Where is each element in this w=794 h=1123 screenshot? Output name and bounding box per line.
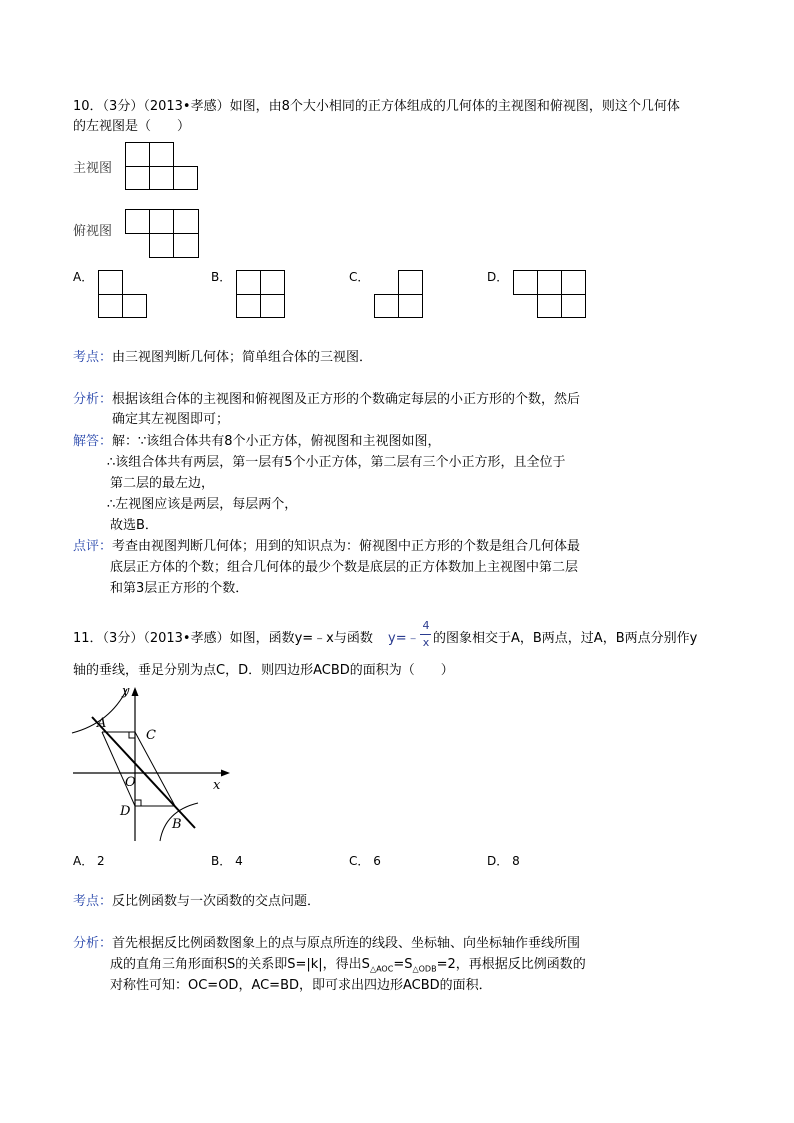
q10-stem-line1: 10．（3分）（2013•孝感）如图，由8个大小相同的正方体组成的几何体的主视图和俯视图，则这个几何体 — [73, 99, 680, 114]
q11-kaodian — [73, 893, 320, 911]
kaodian-text: 由三视图判断几何体；简单组合体的三视图． — [112, 350, 373, 365]
top-view-figure — [125, 209, 199, 259]
q10-jieda-line5: 故选B． — [110, 518, 158, 533]
y-axis-label: y — [122, 684, 130, 699]
fenxi-text: 成的直角三角形面积S的关系即S=|k|，得出S — [110, 957, 370, 972]
q10-option-d-letter: D． — [487, 270, 509, 284]
fenxi-text: 首先根据反比例函数图象上的点与原点所连的线段、坐标轴、向坐标轴作垂线所围 — [112, 936, 581, 951]
q11-fenxi-line2 — [110, 956, 586, 979]
front-view-figure — [125, 142, 199, 190]
point-b-label: B — [172, 817, 182, 832]
q10-fenxi-line2: 确定其左视图即可； — [112, 412, 230, 427]
option-letter: B． — [211, 854, 232, 868]
q11-fenxi-line3: 对称性可知：OC=OD，AC=BD，即可求出四边形ACBD的面积． — [110, 978, 492, 993]
q11-graph — [70, 683, 235, 843]
q11-option-d[interactable] — [487, 852, 520, 869]
point-a-label: A — [97, 716, 107, 731]
square — [122, 294, 147, 318]
segment-ad — [102, 732, 135, 806]
square — [98, 294, 123, 318]
fenxi-label: 分析： — [73, 392, 113, 407]
square — [149, 209, 174, 234]
square — [125, 166, 150, 190]
square — [260, 294, 285, 318]
square — [260, 270, 285, 295]
q10-stem-line2: 的左视图是（ ） — [73, 119, 191, 134]
fenxi-text: 根据该组合体的主视图和俯视图及正方形的个数确定每层的小正方形的个数，然后 — [112, 392, 581, 407]
right-angle-mark-c — [129, 732, 135, 738]
q10-fenxi-line1 — [73, 391, 580, 409]
square — [561, 294, 586, 318]
origin-label: O — [125, 775, 136, 790]
square — [236, 294, 261, 318]
kaodian-label: 考点： — [73, 350, 113, 365]
square — [125, 142, 150, 167]
q11-option-b[interactable] — [211, 852, 243, 869]
fenxi-text: =S — [393, 957, 413, 972]
fraction-bar — [420, 634, 431, 635]
option-value: 4 — [235, 854, 243, 868]
square — [537, 294, 562, 318]
q11-option-c[interactable] — [349, 852, 381, 869]
option-letter: C． — [349, 854, 370, 868]
q11-fenxi-line1 — [73, 935, 580, 953]
q10-jieda-line1 — [73, 433, 441, 451]
square — [398, 270, 423, 295]
square — [561, 270, 586, 295]
q10-option-c-figure[interactable] — [374, 270, 424, 318]
square — [173, 166, 198, 190]
option-value: 2 — [97, 854, 105, 868]
eq-prefix: y=﹣ — [388, 631, 420, 646]
q11-equation — [388, 630, 420, 648]
point-c-label: C — [146, 728, 156, 743]
q10-jieda-line4: ∴左视图应该是两层，每层两个， — [107, 497, 298, 512]
dianping-text: 考查由视图判断几何体；用到的知识点为：俯视图中正方形的个数是组合几何体最 — [112, 539, 581, 554]
option-value: 8 — [512, 854, 520, 868]
fenxi-label: 分析： — [73, 936, 113, 951]
q10-dianping-line3: 和第3层正方形的个数． — [110, 581, 249, 596]
point-d-label: D — [120, 804, 131, 819]
jieda-text: 解：∵该组合体共有8个小正方体，俯视图和主视图如图， — [112, 434, 441, 449]
square — [537, 270, 562, 295]
q10-option-a-letter: A． — [73, 270, 94, 284]
q10-kaodian — [73, 349, 372, 367]
square — [374, 294, 399, 318]
x-axis-label: x — [213, 778, 221, 793]
square — [236, 270, 261, 295]
eq-numerator: 4 — [422, 619, 430, 632]
y-axis-arrow — [132, 687, 139, 696]
square — [149, 166, 174, 190]
fenxi-text: =2，再根据反比例函数的 — [436, 957, 586, 972]
square — [173, 209, 199, 234]
eq-denominator: x — [422, 636, 430, 649]
kaodian-label: 考点： — [73, 894, 113, 909]
q10-option-c-letter: C． — [349, 270, 370, 284]
q10-jieda-line2: ∴该组合体共有两层，第一层有5个小正方体，第二层有三个小正方形，且全位于 — [107, 455, 566, 470]
q11-option-a[interactable] — [73, 852, 105, 869]
subscript-odb: △ODB — [412, 964, 437, 974]
front-view-label: 主视图 — [73, 161, 113, 176]
kaodian-text: 反比例函数与一次函数的交点问题． — [112, 894, 321, 909]
square — [149, 233, 174, 258]
q10-dianping-line2: 底层正方体的个数；组合几何体的最少个数是底层的正方体数加上主视图中第二层 — [110, 560, 579, 575]
square — [513, 270, 538, 295]
jieda-label: 解答： — [73, 434, 113, 449]
square — [125, 209, 150, 234]
top-view-label: 俯视图 — [73, 224, 113, 239]
q11-stem-line2: 轴的垂线，垂足分别为点C，D．则四边形ACBD的面积为（ ） — [73, 663, 454, 678]
subscript-aoc: △AOC — [369, 964, 394, 974]
q10-jieda-line3: 第二层的最左边， — [110, 476, 215, 491]
x-axis-arrow — [221, 770, 230, 777]
q10-option-d-figure[interactable] — [513, 270, 587, 318]
square — [98, 270, 123, 295]
square — [149, 142, 174, 167]
option-letter: A． — [73, 854, 94, 868]
option-value: 6 — [373, 854, 381, 868]
q10-option-b-letter: B． — [211, 270, 232, 284]
q10-option-b-figure[interactable] — [236, 270, 286, 318]
q11-stem-line1b: 的图象相交于A，B两点，过A，B两点分别作y — [433, 631, 698, 646]
square — [398, 294, 423, 318]
q10-dianping-line1 — [73, 538, 580, 556]
q11-stem-line1a: 11．（3分）（2013•孝感）如图，函数y=﹣x与函数 — [73, 631, 373, 646]
dianping-label: 点评： — [73, 539, 113, 554]
right-angle-mark-d — [135, 800, 141, 806]
q10-option-a-figure[interactable] — [98, 270, 148, 318]
option-letter: D． — [487, 854, 509, 868]
square — [173, 233, 199, 258]
